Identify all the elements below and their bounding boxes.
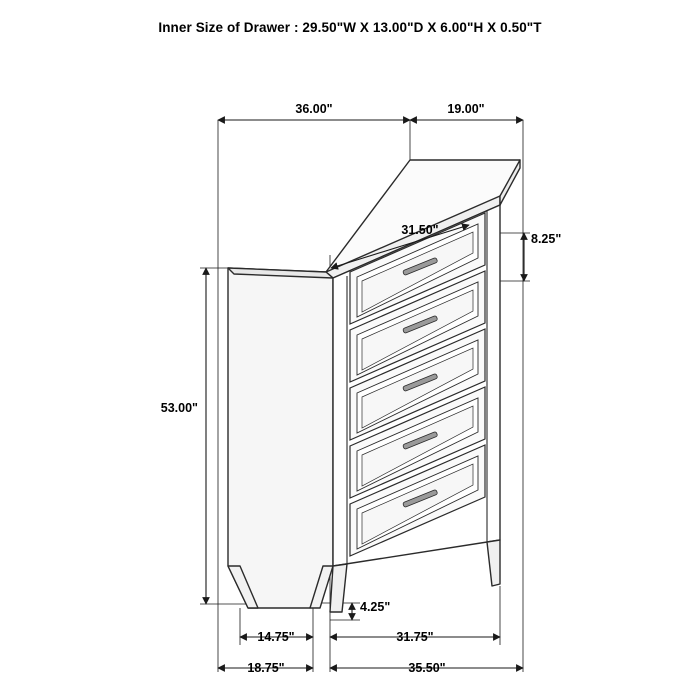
label-side-base-width: 18.75" <box>247 661 285 675</box>
label-front-inner-width: 31.75" <box>396 630 434 644</box>
label-side-foot-offset: 14.75" <box>257 630 295 644</box>
chest-left-side-panel <box>228 268 333 608</box>
chest-front-right-leg <box>487 540 500 586</box>
drawer-group <box>350 213 485 556</box>
label-top-depth: 19.00" <box>447 102 485 116</box>
page-title: Inner Size of Drawer : 29.50"W X 13.00"D X 6.00"H X 0.50"T <box>158 20 542 35</box>
label-leg-height: 4.25" <box>360 600 391 614</box>
label-drawer-front-height: 8.25" <box>531 232 562 246</box>
label-overall-height: 53.00" <box>160 401 198 415</box>
label-drawer-front-width: 31.50" <box>401 223 439 237</box>
label-front-base-width: 35.50" <box>408 661 446 675</box>
label-top-width: 36.00" <box>295 102 333 116</box>
chest-front-left-leg <box>330 564 347 612</box>
